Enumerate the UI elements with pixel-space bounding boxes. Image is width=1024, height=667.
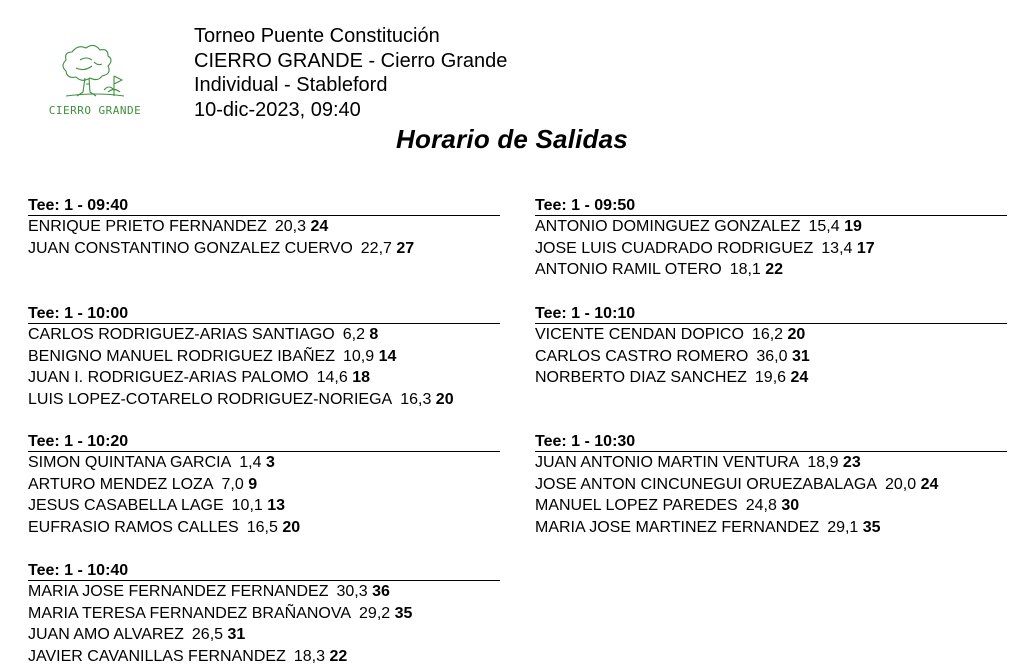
player-row xyxy=(535,238,1007,260)
player-name: MARIA TERESA FERNANDEZ BRAÑANOVA xyxy=(28,605,351,622)
tee-time-header: Tee: 1 - 10:20 xyxy=(28,433,500,452)
player-row xyxy=(535,517,1007,539)
player-playing-handicap: 20 xyxy=(282,519,300,536)
player-name: JUAN CONSTANTINO GONZALEZ CUERVO xyxy=(28,240,353,257)
player-handicap: 20,3 xyxy=(275,218,306,235)
player-name: CARLOS CASTRO ROMERO xyxy=(535,348,748,365)
player-name: MARIA JOSE MARTINEZ FERNANDEZ xyxy=(535,519,819,536)
header-block xyxy=(194,24,507,122)
player-handicap: 14,6 xyxy=(317,369,348,386)
player-handicap: 15,4 xyxy=(809,218,840,235)
player-row xyxy=(28,324,500,346)
player-playing-handicap: 14 xyxy=(379,348,397,365)
player-row xyxy=(28,474,500,496)
player-handicap: 16,2 xyxy=(752,326,783,343)
player-row xyxy=(28,452,500,474)
player-name: ANTONIO RAMIL OTERO xyxy=(535,261,722,278)
player-name: JESUS CASABELLA LAGE xyxy=(28,497,224,514)
player-playing-handicap: 30 xyxy=(781,497,799,514)
player-playing-handicap: 22 xyxy=(765,261,783,278)
page-title: Horario de Salidas xyxy=(0,124,1024,155)
tee-time-header: Tee: 1 - 09:50 xyxy=(535,197,1007,216)
player-handicap: 24,8 xyxy=(746,497,777,514)
player-name: EUFRASIO RAMOS CALLES xyxy=(28,519,239,536)
player-playing-handicap: 3 xyxy=(266,454,275,471)
tree-logo-icon xyxy=(42,38,148,120)
tee-group xyxy=(28,305,500,410)
player-playing-handicap: 27 xyxy=(396,240,414,257)
club-logo xyxy=(42,38,148,120)
player-playing-handicap: 35 xyxy=(863,519,881,536)
player-playing-handicap: 24 xyxy=(921,476,939,493)
player-row xyxy=(28,581,500,603)
course-name: CIERRO GRANDE - Cierro Grande xyxy=(194,49,507,74)
player-handicap: 6,2 xyxy=(343,326,365,343)
player-name: JUAN I. RODRIGUEZ-ARIAS PALOMO xyxy=(28,369,309,386)
player-playing-handicap: 24 xyxy=(310,218,328,235)
player-handicap: 20,0 xyxy=(885,476,916,493)
player-name: MARIA JOSE FERNANDEZ FERNANDEZ xyxy=(28,583,328,600)
player-handicap: 13,4 xyxy=(821,240,852,257)
player-handicap: 30,3 xyxy=(336,583,367,600)
player-name: VICENTE CENDAN DOPICO xyxy=(535,326,744,343)
player-playing-handicap: 17 xyxy=(857,240,875,257)
player-playing-handicap: 31 xyxy=(792,348,810,365)
player-name: ENRIQUE PRIETO FERNANDEZ xyxy=(28,218,267,235)
player-handicap: 1,4 xyxy=(239,454,261,471)
player-name: BENIGNO MANUEL RODRIGUEZ IBAÑEZ xyxy=(28,348,335,365)
player-playing-handicap: 20 xyxy=(788,326,806,343)
player-handicap: 10,9 xyxy=(343,348,374,365)
player-name: CARLOS RODRIGUEZ-ARIAS SANTIAGO xyxy=(28,326,335,343)
player-row xyxy=(535,474,1007,496)
player-name: JOSE ANTON CINCUNEGUI ORUEZABALAGA xyxy=(535,476,877,493)
player-row xyxy=(28,603,500,625)
player-playing-handicap: 19 xyxy=(844,218,862,235)
player-playing-handicap: 31 xyxy=(227,626,245,643)
player-row xyxy=(28,517,500,539)
player-handicap: 26,5 xyxy=(192,626,223,643)
player-name: LUIS LOPEZ-COTARELO RODRIGUEZ-NORIEGA xyxy=(28,391,392,408)
player-row xyxy=(28,495,500,517)
player-name: JOSE LUIS CUADRADO RODRIGUEZ xyxy=(535,240,813,257)
player-playing-handicap: 36 xyxy=(372,583,390,600)
player-handicap: 18,9 xyxy=(807,454,838,471)
tee-time-header: Tee: 1 - 10:40 xyxy=(28,562,500,581)
player-handicap: 22,7 xyxy=(361,240,392,257)
player-row xyxy=(535,324,1007,346)
player-row xyxy=(535,216,1007,238)
player-row xyxy=(28,216,500,238)
player-row xyxy=(28,346,500,368)
player-playing-handicap: 24 xyxy=(790,369,808,386)
player-row xyxy=(28,646,500,667)
player-row xyxy=(28,238,500,260)
player-name: JAVIER CAVANILLAS FERNANDEZ xyxy=(28,648,286,665)
player-handicap: 7,0 xyxy=(222,476,244,493)
player-row xyxy=(28,624,500,646)
player-handicap: 18,1 xyxy=(730,261,761,278)
player-name: SIMON QUINTANA GARCIA xyxy=(28,454,231,471)
player-name: ANTONIO DOMINGUEZ GONZALEZ xyxy=(535,218,801,235)
tee-time-header: Tee: 1 - 09:40 xyxy=(28,197,500,216)
player-row xyxy=(535,346,1007,368)
player-playing-handicap: 35 xyxy=(395,605,413,622)
player-handicap: 18,3 xyxy=(294,648,325,665)
tee-group xyxy=(28,433,500,538)
tee-group xyxy=(535,433,1007,538)
player-playing-handicap: 13 xyxy=(267,497,285,514)
player-handicap: 29,1 xyxy=(827,519,858,536)
tee-group xyxy=(535,197,1007,281)
player-name: JUAN AMO ALVAREZ xyxy=(28,626,184,643)
player-name: JUAN ANTONIO MARTIN VENTURA xyxy=(535,454,799,471)
player-handicap: 16,5 xyxy=(247,519,278,536)
player-row xyxy=(535,367,1007,389)
player-name: MANUEL LOPEZ PAREDES xyxy=(535,497,738,514)
tee-group xyxy=(28,562,500,667)
tee-time-header: Tee: 1 - 10:30 xyxy=(535,433,1007,452)
tee-group xyxy=(28,197,500,259)
player-name: NORBERTO DIAZ SANCHEZ xyxy=(535,369,747,386)
player-playing-handicap: 23 xyxy=(843,454,861,471)
player-name: ARTURO MENDEZ LOZA xyxy=(28,476,214,493)
logo-text: CIERRO GRANDE xyxy=(49,104,142,117)
tee-time-header: Tee: 1 - 10:10 xyxy=(535,305,1007,324)
player-playing-handicap: 18 xyxy=(352,369,370,386)
player-playing-handicap: 8 xyxy=(369,326,378,343)
event-datetime: 10-dic-2023, 09:40 xyxy=(194,98,507,123)
player-playing-handicap: 22 xyxy=(329,648,347,665)
tee-group xyxy=(535,305,1007,389)
tee-time-header: Tee: 1 - 10:00 xyxy=(28,305,500,324)
player-row xyxy=(28,367,500,389)
player-playing-handicap: 20 xyxy=(436,391,454,408)
player-row xyxy=(28,389,500,411)
player-playing-handicap: 9 xyxy=(248,476,257,493)
player-handicap: 29,2 xyxy=(359,605,390,622)
player-handicap: 16,3 xyxy=(400,391,431,408)
player-handicap: 19,6 xyxy=(755,369,786,386)
player-row xyxy=(535,495,1007,517)
game-format: Individual - Stableford xyxy=(194,73,507,98)
player-row xyxy=(535,259,1007,281)
player-row xyxy=(535,452,1007,474)
player-handicap: 36,0 xyxy=(756,348,787,365)
tournament-name: Torneo Puente Constitución xyxy=(194,24,507,49)
player-handicap: 10,1 xyxy=(232,497,263,514)
